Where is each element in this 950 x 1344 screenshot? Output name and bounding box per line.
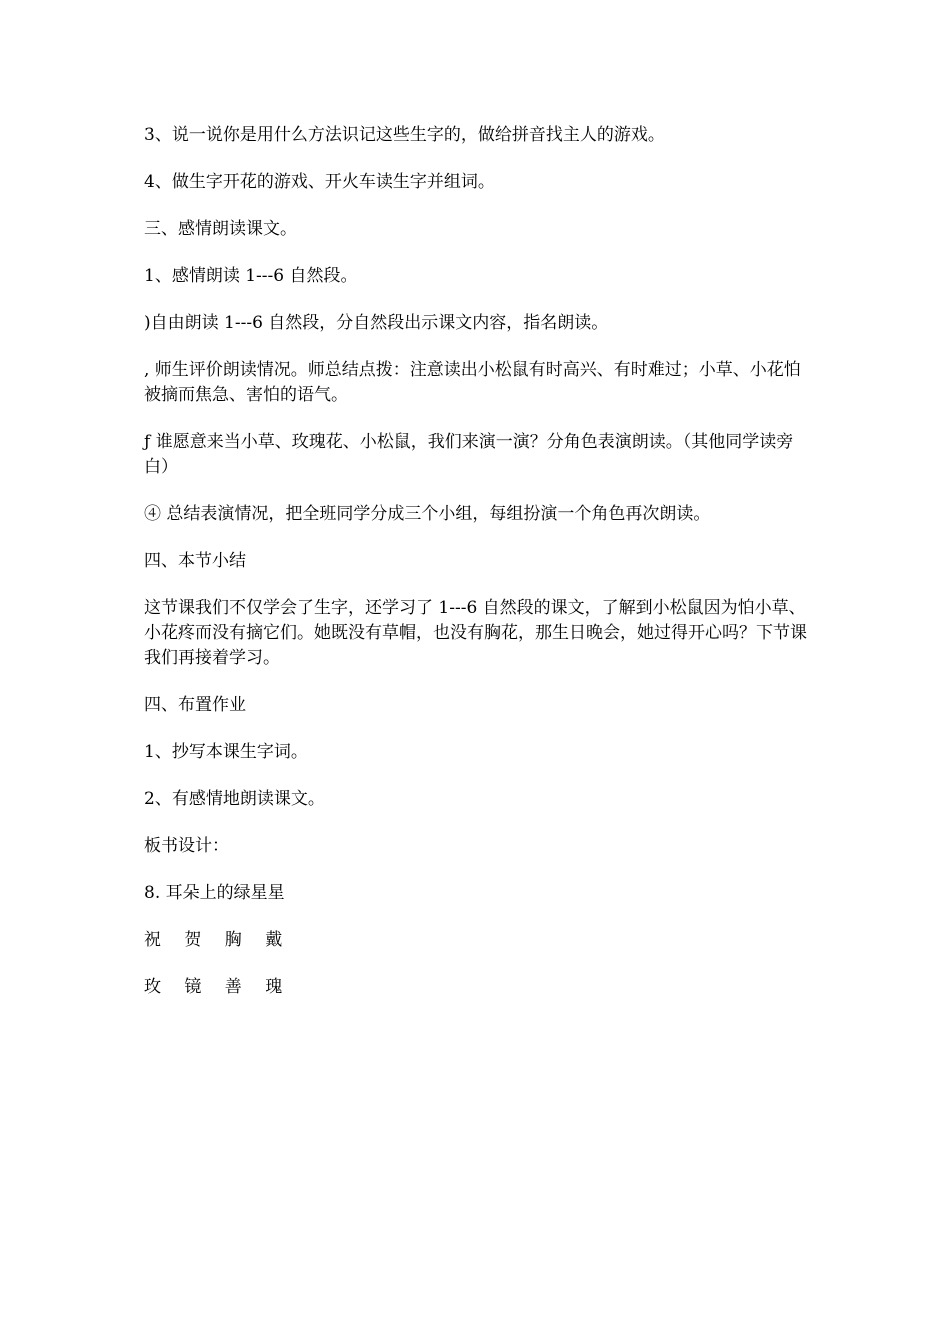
paragraph-free-reading: )自由朗读 1---6 自然段，分自然段出示课文内容，指名朗读。 (144, 313, 609, 333)
paragraph-role-play: ƒ 谁愿意来当小草、玫瑰花、小松鼠，我们来演一演？分角色表演朗读。（其他同学读旁白） (144, 432, 794, 477)
board-characters-row-2: 玫 镜 善 瑰 (144, 977, 292, 997)
paragraph-lesson-summary: 这节课我们不仅学会了生字，还学习了 1---6 自然段的课文，了解到小松鼠因为怕小草、小花疼而没有摘它们。她既没有草帽，也没有胸花，那生日晚会，她过得开心吗？下节课我们再接着学习。 (144, 598, 807, 668)
board-design-label: 板书设计： (144, 836, 229, 856)
board-characters-row-1: 祝 贺 胸 戴 (144, 930, 292, 950)
section-heading-summary: 四、本节小结 (144, 551, 246, 571)
paragraph-step-3: 3、说一说你是用什么方法识记这些生字的，做给拼音找主人的游戏。 (144, 125, 665, 145)
section-heading-homework: 四、布置作业 (144, 695, 246, 715)
document-body (144, 123, 810, 1022)
paragraph-homework-1: 1、抄写本课生字词。 (144, 742, 308, 762)
paragraph-summary-performance: ④ 总结表演情况，把全班同学分成三个小组，每组扮演一个角色再次朗读。 (144, 504, 711, 524)
section-heading-reading: 三、感情朗读课文。 (144, 219, 297, 239)
paragraph-homework-2: 2、有感情地朗读课文。 (144, 789, 325, 809)
paragraph-reading-1: 1、感情朗读 1---6 自然段。 (144, 266, 358, 286)
paragraph-evaluation: , 师生评价朗读情况。师总结点拨：注意读出小松鼠有时高兴、有时难过；小草、小花怕被摘而焦急、害怕的语气。 (144, 360, 801, 405)
board-title: 8. 耳朵上的绿星星 (144, 883, 285, 903)
paragraph-step-4: 4、做生字开花的游戏、开火车读生字并组词。 (144, 172, 495, 192)
